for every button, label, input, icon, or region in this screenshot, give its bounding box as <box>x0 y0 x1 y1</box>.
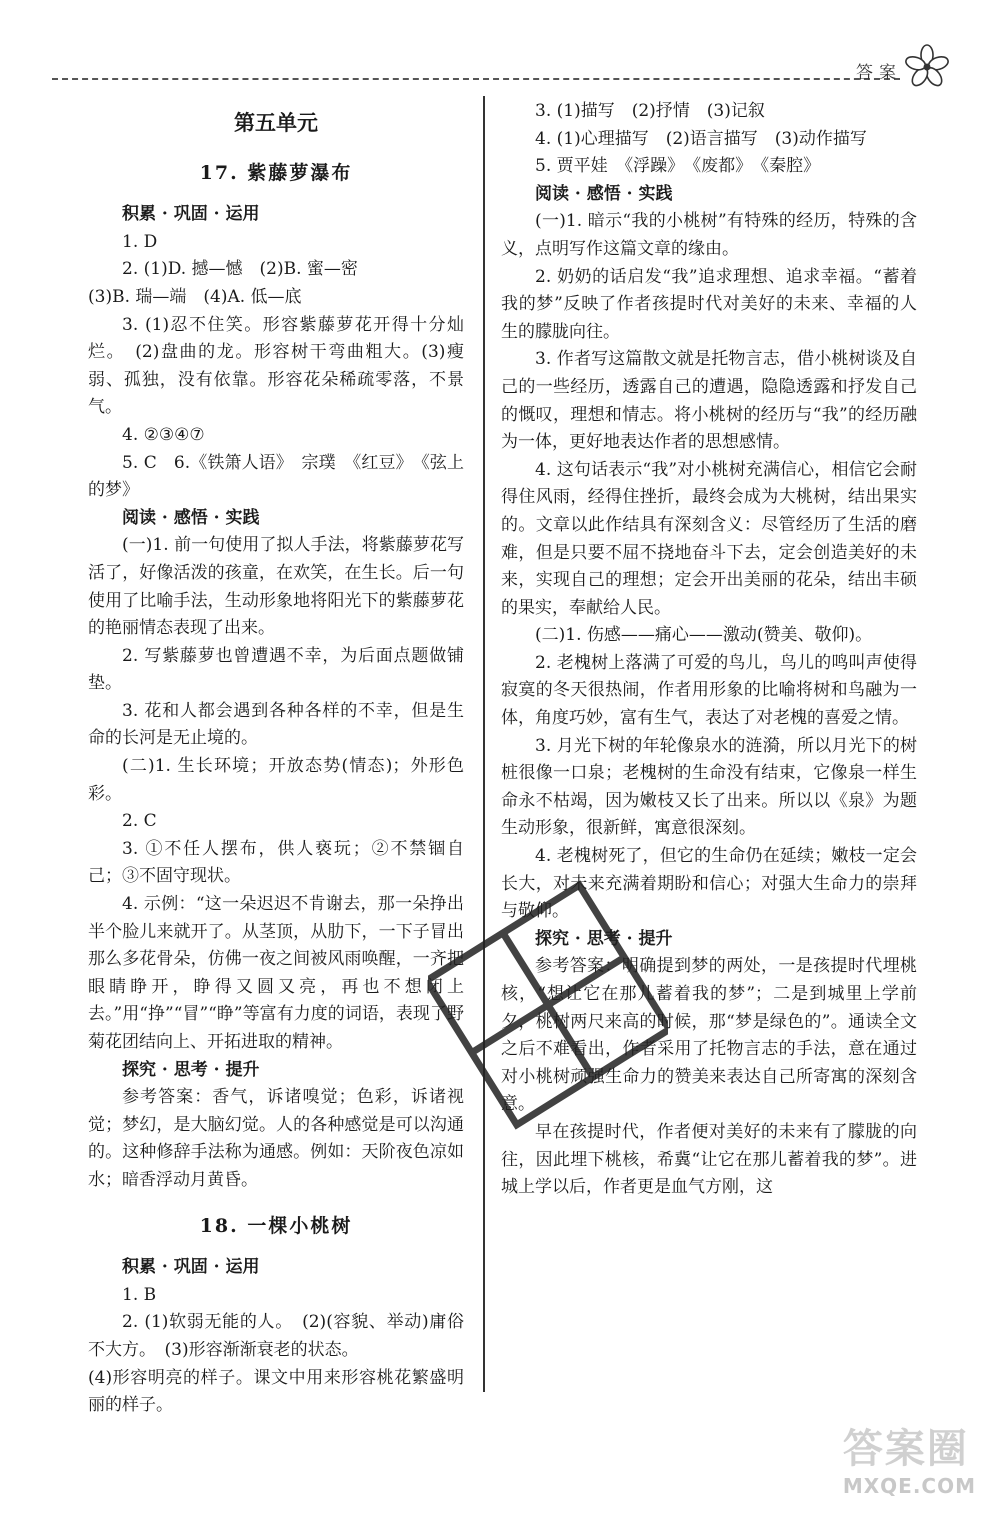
section-label: 探究 · 思考 · 提升 <box>535 928 673 949</box>
answer-line: 3. 月光下树的年轮像泉水的涟漪，所以月光下的树桩很像一口泉；老槐树的生命没有结束，它像泉一样生命永不枯竭，因为嫩枝又长了出来。所以以《泉》为题生动形象，很新鲜，寓意很深刻。 <box>501 735 917 839</box>
answer-line: 2. C <box>122 811 157 832</box>
answer-line: 3. ①不任人摆布，供人亵玩；②不禁锢自己；③不固守现状。 <box>88 838 464 887</box>
answer-line: (一)1. 前一句使用了拟人手法，将紫藤萝花写活了，好像活泼的孩童，在欢笑，在生长。后一句使用了比喻手法，生动形象地将阳光下的紫藤萝花的艳丽情态表现了出来。 <box>88 535 464 639</box>
section-label: 阅读 · 感悟 · 实践 <box>535 183 673 204</box>
section-label: 探究 · 思考 · 提升 <box>122 1059 260 1080</box>
answer-line: 5. 贾平娃 《浮躁》 《废都》 《秦腔》 <box>535 156 821 177</box>
answer-line: 4. ②③④⑦ <box>122 424 205 445</box>
lesson-18-title: 18. 一棵小桃树 <box>199 1214 353 1237</box>
answer-line: 4. 示例：“这一朵迟迟不肯谢去，那一朵挣出半个脸儿来就开了。从茎顶，从肋下，一下子冒出那么多花骨朵，仿佛一夜之间被风雨唤醒，一齐把眼睛睁开，睁得又圆又亮，再也不想闭上去。”用“挣”“冒”“睁”等富有力度的词语，表现了野菊花团结向上、开拓进取的精神。 <box>88 894 464 1052</box>
answer-line: 3. 花和人都会遇到各种各样的不幸，但是生命的长河是无止境的。 <box>88 700 464 749</box>
flower-icon <box>904 44 950 90</box>
section-label: 积累 · 巩固 · 运用 <box>122 204 260 225</box>
section-label: 积累 · 巩固 · 运用 <box>122 1257 260 1278</box>
answer-line: 2. (1)软弱无能的人。 (2)(容貌、举动)庸俗不大方。 (3)形容渐渐衰老的状态。 <box>88 1312 464 1360</box>
answer-line: 3. (1)描写 (2)抒情 (3)记叙 <box>535 101 765 121</box>
answer-line: 4. 这句话表示“我”对小桃树充满信心，相信它会耐得住风雨，经得住挫折，最终会成为大桃树，结出果实的。文章以此作结具有深刻含义：尽管经历了生活的磨难，但是只要不屈不挠地奋斗下去，定会创造美好的未来，实现自己的理想；定会开出美丽的花朵，结出丰硕的果实，奉献给人民。 <box>501 459 917 618</box>
answer-line: 4. 老槐树死了，但它的生命仍在延续；嫩枝一定会长大，对未来充满着期盼和信心；对强大生命力的崇拜与敬仰。 <box>501 846 917 922</box>
answer-line: 早在孩提时代，作者便对美好的未来有了朦胧的向往，因此埋下桃核，希冀“让它在那儿蓄着我的梦”。进城上学以后，作者更是血气方刚，这 <box>501 1121 917 1198</box>
answer-line: 参考答案：明确提到梦的两处，一是孩提时代埋桃核，“想让它在那儿蓄着我的梦”；二是到城里上学前夕，桃树两尺来高的时候，那“梦是绿色的”。通读全文之后不难看出，作者采用了托物言志的手法，意在通过对小桃树顽强生命力的赞美来表达自己所寄寓的深刻含意。 <box>501 956 917 1115</box>
lesson-18-answers <box>88 1254 464 1420</box>
answer-line: 3. (1)忍不住笑。形容紫藤萝花开得十分灿烂。 (2)盘曲的龙。形容树干弯曲粗大。(3)瘦弱、孤独，没有依靠。形容花朵稀疏零落，不景气。 <box>88 314 464 418</box>
unit-title: 第五单元 <box>234 111 318 135</box>
watermark <box>843 1417 976 1498</box>
answer-line: (二)1. 生长环境；开放态势(情态)；外形色彩。 <box>88 756 464 804</box>
header-label: 答案 <box>856 63 902 83</box>
answer-line: 2. (1)D. 撼—憾 (2)B. 蜜—密 <box>122 259 358 280</box>
answer-line: 2. 写紫藤萝也曾遭遇不幸，为后面点题做铺垫。 <box>88 645 464 694</box>
watermark-logo: 答案圈 <box>842 1426 969 1472</box>
answer-line: 4. (1)心理描写 (2)语言描写 (3)动作描写 <box>535 128 867 149</box>
answer-line: (3)B. 瑞—端 (4)A. 低—底 <box>88 286 302 307</box>
header-rule <box>52 78 900 80</box>
answer-line: 参考答案：香气，诉诸嗅觉；色彩，诉诸视觉；梦幻，是大脑幻觉。人的各种感觉是可以沟通的。这种修辞手法称为通感。例如：天阶夜色凉如水；暗香浮动月黄昏。 <box>88 1087 464 1190</box>
column-divider <box>483 96 485 1392</box>
answer-line: 5. C 6.《铁箫人语》 宗璞 《红豆》 《弦上的梦》 <box>88 452 464 501</box>
answer-line: (一)1. 暗示“我的小桃树”有特殊的经历，特殊的含义，点明写作这篇文章的缘由。 <box>501 211 917 259</box>
answer-line: (二)1. 伤感——痛心——激动(赞美、敬仰)。 <box>535 625 873 646</box>
watermark-url: MXQE.COM <box>842 1474 976 1498</box>
lesson-17-title: 17. 紫藤萝瀑布 <box>199 161 353 184</box>
lesson-17-answers <box>88 201 464 1194</box>
library-stamp <box>428 860 668 1150</box>
answer-line: 3. 作者写这篇散文就是托物言志，借小桃树谈及自己的一些经历，透露自己的遭遇，隐隐透露和抒发自己的慨叹，理想和情志。将小桃树的经历与“我”的经历融为一体，更好地表达作者的思想感情。 <box>501 349 917 453</box>
section-label: 阅读 · 感悟 · 实践 <box>122 507 260 528</box>
left-column <box>88 98 464 1420</box>
answer-line: (4)形容明亮的样子。课文中用来形容桃花繁盛明丽的样子。 <box>88 1367 464 1416</box>
answer-line: 1. B <box>122 1284 157 1305</box>
answer-line: 2. 奶奶的话启发“我”追求理想、追求幸福。“蓄着我的梦”反映了作者孩提时代对美好的未来、幸福的人生的朦胧向往。 <box>501 266 917 342</box>
answer-line: 1. D <box>122 231 158 252</box>
answer-line: 2. 老槐树上落满了可爱的鸟儿，鸟儿的鸣叫声使得寂寞的冬天很热闹，作者用形象的比喻将树和鸟融为一体，角度巧妙，富有生气，表达了对老槐的喜爱之情。 <box>501 652 917 729</box>
